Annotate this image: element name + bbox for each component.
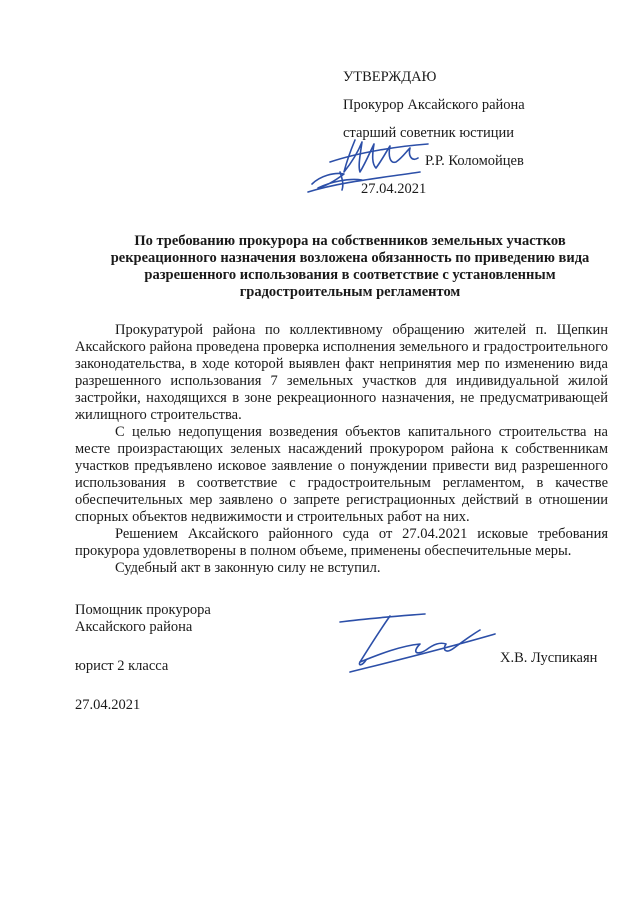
signature-block: [75, 602, 275, 714]
paragraph: Прокуратурой района по коллективному обращению жителей п. Щепкин Аксайского района проведена проверка исполнения земельного и градостроительного законодательства, в ходе которой выявлен факт непринятия мер по изменению вида разрешенного использования 7 земельных участков для индивидуальной жилой застройки, находящихся в зоне рекреационного назначения, не предусматривающей жилищного строительства.: [75, 322, 608, 423]
assistant-signature: [330, 600, 500, 680]
signer-position-line1: Помощник прокурора: [75, 602, 211, 618]
approval-rank: старший советник юстиции: [343, 125, 514, 141]
signer-position-line2: Аксайского района: [75, 619, 193, 635]
approval-date: 27.04.2021: [361, 181, 427, 197]
document-title: По требованию прокурора на собственников земельных участков рекреационного назначения возложена обязанность по приведению вида разрешенного использования в соответствие с установленным градостроительным регламентом: [110, 233, 590, 300]
prosecutor-signature: [300, 122, 435, 197]
approval-heading: УТВЕРЖДАЮ: [343, 69, 437, 85]
approval-name: Р.Р. Коломойцев: [425, 153, 524, 169]
paragraph: Судебный акт в законную силу не вступил.: [115, 560, 381, 576]
signer-class: юрист 2 класса: [75, 658, 169, 674]
signature-date: 27.04.2021: [75, 697, 141, 713]
approval-position: Прокурор Аксайского района: [343, 97, 525, 113]
paragraph: С целью недопущения возведения объектов капитального строительства на месте произрастающих зеленых насаждений прокурором района к собственникам участков предъявлено исковое заявление о понуждении привести вид разрешенного использования в соответствие с градостроительным регламентом, в качестве обеспечительных мер заявлено о запрете регистрационных действий в отношении спорных объектов недвижимости и строительных работ на них.: [75, 424, 608, 525]
paragraph: Решением Аксайского районного суда от 27.04.2021 исковые требования прокурора удовлетворены в полном объеме, применены обеспечительные меры.: [75, 526, 608, 559]
document-body: [75, 322, 608, 577]
signer-name: Х.В. Луспикаян: [500, 650, 598, 666]
